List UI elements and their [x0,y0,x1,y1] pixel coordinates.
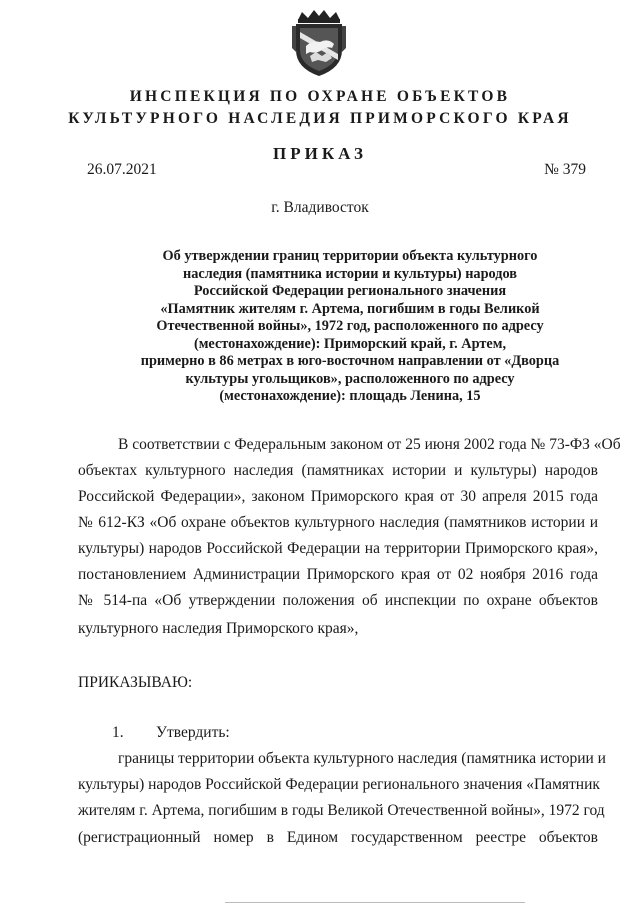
preamble-line: объектах культурного наследия (памятниках истории и культуры) народов [78,462,598,479]
subject-line: примерно в 86 метрах в юго-восточном направлении от «Дворца [140,353,560,369]
scan-edge-divider [225,902,525,903]
organization-name-line2: КУЛЬТУРНОГО НАСЛЕДИЯ ПРИМОРСКОГО КРАЯ [68,110,572,127]
item-line: жителям г. Артема, погибшим в годы Великой Отечественной войны», 1972 год [78,802,605,819]
subject-line: Об утверждении границ территории объекта культурного [162,248,538,264]
item-line: (регистрационный номер в Едином государственном реестре объектов [78,829,598,846]
preamble-line: Российской Федерации», законом Приморского края от 30 апреля 2015 года [78,488,598,505]
item-text: Утвердить: [156,724,230,741]
subject-line: (местонахождение): Приморский край, г. Артем, [193,335,507,352]
subject-line: (местонахождение): площадь Ленина, 15 [219,388,481,404]
subject-line: наследия (памятника истории и культуры) народов [182,265,518,282]
issue-city: г. Владивосток [271,199,369,216]
item-line: культуры) народов Российской Федерации регионального значения «Памятник [78,776,600,793]
order-date: 26.07.2021 [87,161,157,178]
preamble-line: В соответствии с Федеральным законом от 25 июня 2002 года № 73-ФЗ «Об [118,436,621,453]
subject-line: Российской Федерации регионального значения [193,283,507,299]
preamble-line: культуры) народов Российской Федерации на территории Приморского края», [78,540,598,557]
item-line: границы территории объекта культурного наследия (памятника истории и [118,750,606,767]
preamble-line: № 612-КЗ «Об охране объектов культурного наследия (памятников истории и [78,514,598,531]
subject-line: «Памятник жителям г. Артема, погибшим в годы Великой [160,300,540,317]
item-number: 1. [112,724,124,741]
organization-name-line1: ИНСПЕКЦИЯ ПО ОХРАНЕ ОБЪЕКТОВ [129,88,511,105]
order-directive: ПРИКАЗЫВАЮ: [78,674,193,691]
preamble-line: № 514-па «Об утверждении положения об инспекции по охране объектов [78,592,598,609]
subject-line: культуры угольщиков», расположенного по адресу [185,370,515,387]
preamble-line: культурного наследия Приморского края», [78,620,359,637]
document-type-title: ПРИКАЗ [273,144,367,163]
subject-line: Отечественной войны», 1972 год, расположенного по адресу [156,318,544,334]
coat-of-arms-emblem [288,8,350,78]
order-number: № 379 [544,161,586,178]
order-subject [120,248,580,406]
preamble-line: постановлением Администрации Приморского края от 02 ноября 2016 года [78,566,598,583]
